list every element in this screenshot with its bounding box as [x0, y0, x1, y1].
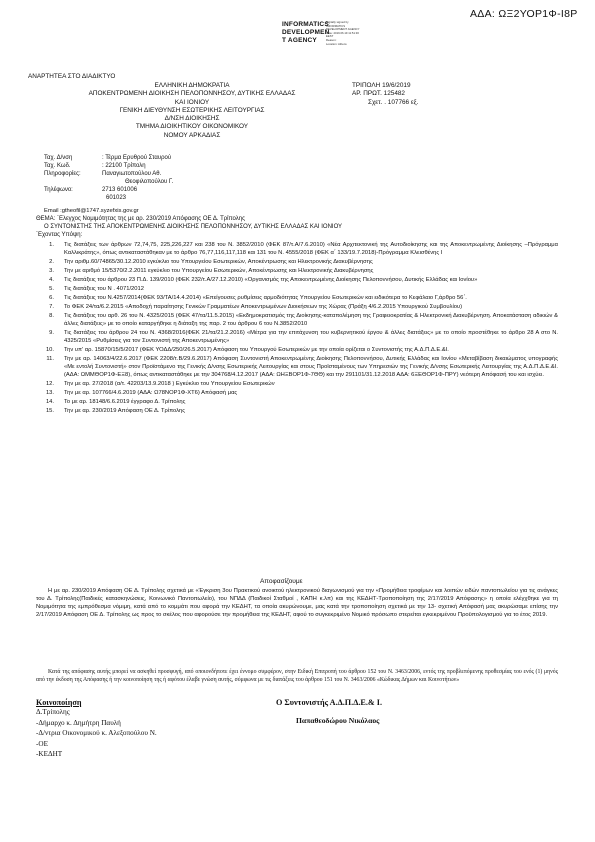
item-text: Την με αρ. 107766/4.6.2019 (ΑΔΑ: Ω78ΝΟΡ1Φ-ΧΤ6) Απόφασή μας [64, 389, 238, 396]
logo-detail: DEVELOPMENT AGENCY [326, 27, 360, 32]
item-number: 13. [45, 389, 54, 396]
signatory-title: Ο Συντονιστής Α.Δ.Π.Δ.Ε.& Ι. [276, 698, 383, 707]
logo-line: DEVELOPMEN [282, 29, 330, 36]
distribution-item: Δ.Τρίπολης [36, 708, 70, 716]
contact-value: : 22100 Τρίπολη [102, 163, 146, 170]
list-item [36, 242, 558, 258]
issuer-line: ΑΠΟΚΕΝΤΡΩΜΕΝΗ ΔΙΟΙΚΗΣΗ ΠΕΛΟΠΟΝΝΗΣΟΥ, ΔΥΤΙΚΗΣ ΕΛΛΑΔΑΣ [88, 90, 296, 98]
logo-detail: Date: 2019.06.19 11:51:30 [326, 30, 359, 35]
item-text: Τις διατάξεις του άρθρου 24 του Ν. 4368/2016(ΦΕΚ 21/τα/21.2.2016) «Μέτρα για την επιτάχυνση του κυβερνητικού έργου & άλλες διατάξεις» με το οποίο προστέθηκε το άρθρο 28 Α στο Ν. 4325/2015 «Ρυθμίσεις για τον Συντονιστή της Αποκεντρωμένης» [64, 329, 558, 344]
item-number: 4. [49, 276, 54, 283]
contact-extra: Θεοφιλοπούλου Γ. [125, 179, 174, 186]
phone-value: 2713 601006 [102, 187, 138, 194]
appeal-paragraph: Κατά της απόφασης αυτής μπορεί να ασκηθεί προσφυγή, από οποιονδήποτε έχει έννομο συμφέρον, στην Ειδική Επιτροπή του άρθρου 152 του Ν. 3463/2006, εντός της προβλεπόμενης προθεσμίας του ενός (1) μηνός από την έκδοση της Απόφασης ή την κοινοποίηση της ή αφότου έλαβε γνώση αυτής, σύμφωνα με τις διατάξεις του άρθρου 151 του Ν. 3463/2006 «Κώδικας Δήμων και Κοινοτήτων» [36, 669, 558, 683]
issuer-header [60, 82, 324, 140]
logo-detail: EEST [326, 34, 334, 39]
item-text: Τις διατάξεις του Ν.4257/2014(ΦΕΚ 93/ΤΑ/14.4.2014) «Επείγουσες ρυθμίσεις αρμοδιότητας Υπουργείου Εσωτερικών και ειδικότερα το Κεφάλαιο Γ,άρθρο 56΄. [64, 294, 467, 301]
list-item [36, 295, 558, 303]
item-text: Την με αρ. 14063/4/22.6.2017 (ΦΕΚ 2208/τ.Β/29.6.2017) Απόφαση Συντονιστή Αποκεντρωμένης Διοίκησης Πελοποννήσου, Δυτικής Ελλάδας και Ιονίου «Μεταβίβαση δικαιώματος υπογραφής «Με εντολή Συντονιστή» στον Προϊστάμενο της Γενικής Δ/νσης Εσωτερικής Λειτουργίας και στους Προϊσταμένους των Υπηρεσιών της Γενικής Δ/νσης Εσωτερικής Λειτουργίας της Α.Δ.Π.Δ.Ε.&Ι. (ΑΔΑ: ΩΜΜΘΟΡ1Φ-ΕΞ8), όπως αντικαταστάθηκε με την 304768/4.12.2017 (ΑΔΑ: ΩΗΞΒΟΡ1Φ-7ΘΘ) και την 291101/31.12.2018 ΑΔΑ: 6ΞΕΘΟΡ1Φ-ΠΡΥ) νεότερη Απόφασή του και ισχύει. [64, 355, 558, 378]
item-number: 15. [45, 407, 54, 414]
item-number: 14. [45, 398, 54, 405]
logo-signature-details [326, 21, 360, 46]
item-number: 3. [49, 267, 54, 274]
list-item [36, 347, 558, 355]
item-text: Την με αρ. 230/2019 Απόφαση ΟΕ Δ. Τρίπολης [64, 407, 186, 414]
distribution-item: -Δήμαρχο κ. Δημήτρη Παυλή [36, 718, 121, 727]
logo-line: T AGENCY [282, 37, 317, 44]
item-number: 5. [49, 285, 54, 292]
item-number: 8. [49, 312, 54, 319]
considerations-heading: ΄Εχοντας Υπόψη: [36, 232, 83, 238]
digital-signature-logo [282, 21, 368, 45]
item-text: Το με αρ. 18148/6.6.2019 έγγραφο Δ. Τρίπολης [64, 398, 186, 405]
logo-detail: Reason: [326, 37, 337, 42]
item-text: Την αριθμ.60/74865/30.12.2010 εγκύκλιο του Υπουργείου Εσωτερικών, Αποκέντρωσης και Ηλεκτρονικής Διακυβέρνησης [64, 258, 373, 265]
ada-code: ΑΔΑ: ΩΞ2ΥΟΡ1Φ-Ι8Ρ [470, 8, 578, 20]
contact-key: Ταχ. Δ/νση [44, 155, 73, 161]
item-number: 9. [49, 329, 54, 336]
protocol-number: ΑΡ. ΠΡΩΤ. 125482 [352, 90, 405, 98]
item-text: Τις διατάξεις του Ν . 4071/2012 [64, 285, 144, 292]
distribution-item: -ΚΕΔΗΤ [36, 750, 63, 759]
item-text: Την με αριθμό 15/5370/2.2.2011 εγκύκλιο του Υπουργείου Εσωτερικών, Αποκέντρωσης και Ηλεκτρονικής Διακυβέρνησης [64, 267, 374, 274]
item-number: 1. [49, 242, 54, 248]
list-item [36, 313, 558, 329]
distribution-list [36, 707, 157, 760]
distribution-item: -Δ/ντρια Οικονομικού κ. Αλεξοπούλου Ν. [36, 729, 157, 738]
list-item [36, 390, 558, 398]
contact-row [44, 154, 173, 162]
published-label: ΑΝΑΡΤΗΤΕΑ ΣΤΟ ΔΙΑΔΙΚΤΥΟ [28, 73, 116, 80]
related-ref: Σχετ. . 107766 εξ. [368, 98, 419, 106]
issuer-line: ΝΟΜΟΥ ΑΡΚΑΔΙΑΣ [163, 131, 221, 139]
list-item [36, 304, 558, 312]
authority-title: Ο ΣΥΝΤΟΝΙΣΤΗΣ ΤΗΣ ΑΠΟΚΕΝΤΡΩΜΕΝΗΣ ΔΙΟΙΚΗΣΗΣ ΠΕΛΟΠΟΝΝΗΣΟΥ, ΔΥΤΙΚΗΣ ΕΛΛΑΔΑΣ ΚΑΙ ΙΟΝΙΟΥ [44, 224, 343, 230]
issuer-line: Δ/ΝΣΗ ΔΙΟΙΚΗΣΗΣ [164, 115, 220, 123]
date-line: ΤΡΙΠΟΛΗ 19/6/2019 [352, 82, 411, 89]
item-text: Τις διατάξεις των άρθρων 72,74,75, 225,226,227 και 238 του Ν. 3852/2010 (ΦΕΚ 87/τ.Α/7.6.2010) «Νέα Αρχιτεκτονική της Αυτοδιοίκησης και της Αποκεντρωμένης Διοίκησης –Πρόγραμμα Καλλικράτης», όπως αντικαταστάθηκαν με το άρθρο 76,77,116,117,118 και 131 του Ν. 4555/2018 (ΦΕΚ α΄ 133/19.7.2018)-Πρόγραμμα Κλεισθένης Ι [64, 242, 558, 256]
item-text: Τις διατάξεις του άρθρου 23 Π.Δ. 139/2010 (ΦΕΚ 232/τ.Α/27.12.2010) «Οργανισμός της Αποκεντρωμένης Διοίκησης Πελοποννήσου, Δυτικής Ελλάδας και Ιονίου» [64, 276, 478, 283]
list-item [36, 408, 558, 416]
subject-line: ΘΕΜΑ: ΄Ελεγχος Νομιμότητας της με αρ. 230/2019 Απόφασης ΟΕ Δ. Τρίπολης [36, 216, 245, 222]
list-item [36, 399, 558, 407]
distribution-item: -ΟΕ [36, 739, 48, 748]
list-item [36, 286, 558, 294]
list-item [36, 259, 558, 267]
reference-block [352, 82, 418, 107]
logo-detail: Digitally signed by [326, 20, 349, 24]
considerations-list [36, 242, 558, 417]
contact-value: Παναγιωτοπούλου Αθ. [102, 171, 162, 178]
item-text: Την με αρ. 27/2018 (α/τ. 42203/13.9.2018 ) Εγκύκλιο του Υπουργείου Εσωτερικών [64, 380, 275, 387]
issuer-line: ΓΕΝΙΚΗ ΔΙΕΥΘΥΝΣΗ ΕΣΩΤΕΡΙΚΗΣ ΛΕΙΤΟΥΡΓΙΑΣ [119, 106, 265, 114]
decision-paragraph: Η με αρ. 230/2019 Απόφαση ΟΕ Δ. Τρίπολης σχετικά με «Έγκριση 3ου Πρακτικού ανοικτού ηλεκτρονικού διαγωνισμού για την «Προμήθεια τροφίμων και λοιπών ειδών παντοπωλείου για τις ανάγκες του Δ. Τρίπολης(Παιδικές κατασκηνώσεις, Κοινωνικό Παντοπωλείο), του ΝΠΔΔ (Παιδικοί Σταθμοί , ΚΑΠΗ κ.λπ) και της ΚΕΔΗΤ-Τροποποίηση της 2/17/2019 Απόφασης» η οποία ελέγχθηκε για τη Νομιμότητα της εμπρόθεσμα νόμιμη, κατά από το κομμάτι που αφορά την ΚΕΔΗΤ, τα οποία ακυρώνουμε, μας κατά την τροποποίηση σχετικά με την 13- σχετική Απόφασή μας ακυρώσαμε επίσης την 2/17/2019 Απόφαση ΟΕ Δ. Τρίπολης ως προς το σκέλος που αφορούσε την προμήθεια της ΚΕΔΗΤ, αφού το συγκεκριμένο Νομικό πρόσωπο στερείται εγκεκριμένου Προϋπολογισμού για το έτος 2019. [36, 588, 558, 618]
distribution-heading: Κοινοποίηση [36, 698, 82, 707]
contact-value: : Τέρμα Ερυθρού Σταυρού [102, 155, 172, 161]
item-text: Τις διατάξεις του αρθ. 26 του Ν. 4325/2015 (ΦΕΚ 47/τα/11.5.2015) «Εκδημοκρατισμός της Διοίκησης-καταπολέμηση της Γραφειοκρατίας & Ηλεκτρονική Διακυβέρνηση. Αποκατάσταση αδικιών & άλλες διατάξεις» με το οποίο καταργήθηκε η διάταξη της παρ. 2 του άρθρου 6 του Ν.3852/2010 [64, 312, 558, 327]
item-number: 11. [46, 355, 54, 362]
item-number: 10. [45, 346, 54, 353]
list-item [36, 381, 558, 389]
issuer-line: ΕΛΛΗΝΙΚΗ ΔΗΜΟΚΡΑΤΙΑ [154, 82, 230, 89]
contact-row [44, 170, 173, 178]
item-number: 12. [45, 380, 54, 387]
logo-detail: Location: Athens [326, 41, 347, 46]
list-item [36, 268, 558, 276]
phone-extra: 601023 [106, 195, 127, 202]
phone-key: Τηλέφωνο: [44, 187, 73, 194]
list-item [36, 356, 558, 380]
contact-row [44, 162, 173, 170]
contact-key: Πληροφορίες: [44, 171, 81, 178]
decision-heading: Αποφασίζουμε [260, 578, 303, 585]
issuer-line: ΚΑΙ ΙΟΝΙΟΥ [174, 98, 210, 106]
list-item [36, 277, 558, 285]
list-item [36, 330, 558, 346]
logo-detail: INFORMATICS [326, 23, 346, 28]
contact-row [44, 186, 173, 194]
item-number: 2. [49, 258, 54, 265]
issuer-line: ΤΜΗΜΑ ΔΙΟΙΚΗΤΙΚΟΥ ΟΙΚΟΝΟΜΙΚΟΥ [135, 123, 249, 131]
item-number: 6. [49, 294, 54, 301]
email-address[interactable]: Email :gtheofil@1747.syzefxis.gov.gr [44, 208, 139, 214]
signatory-name: Παπαθεοδώρου Νικόλαος [296, 716, 380, 725]
item-text: Την υπ' αρ. 15870/15/5/2017 (ΦΕΚ ΥΟΔΔ/250/26.5.2017) Απόφαση του Υπουργού Εσωτερικών με την οποία ορίζεται ο Συντονιστής της Α.Δ.Π.Δ.Ε.&Ι. [64, 346, 449, 353]
contact-block [44, 154, 173, 203]
logo-line: INFORMATICS [282, 21, 329, 28]
contact-key: Ταχ. Κωδ. [44, 163, 71, 170]
item-number: 7. [49, 303, 54, 310]
item-text: Το ΦΕΚ 24/τα/6.2.2015 «Αποδοχή παραίτησης Γενικών Γραμματέων Αποκεντρωμένων Διοικήσεων της Χώρας (Πράξη 4/6.2.2015 Υπουργικού Συμβουλίου) [64, 303, 463, 310]
